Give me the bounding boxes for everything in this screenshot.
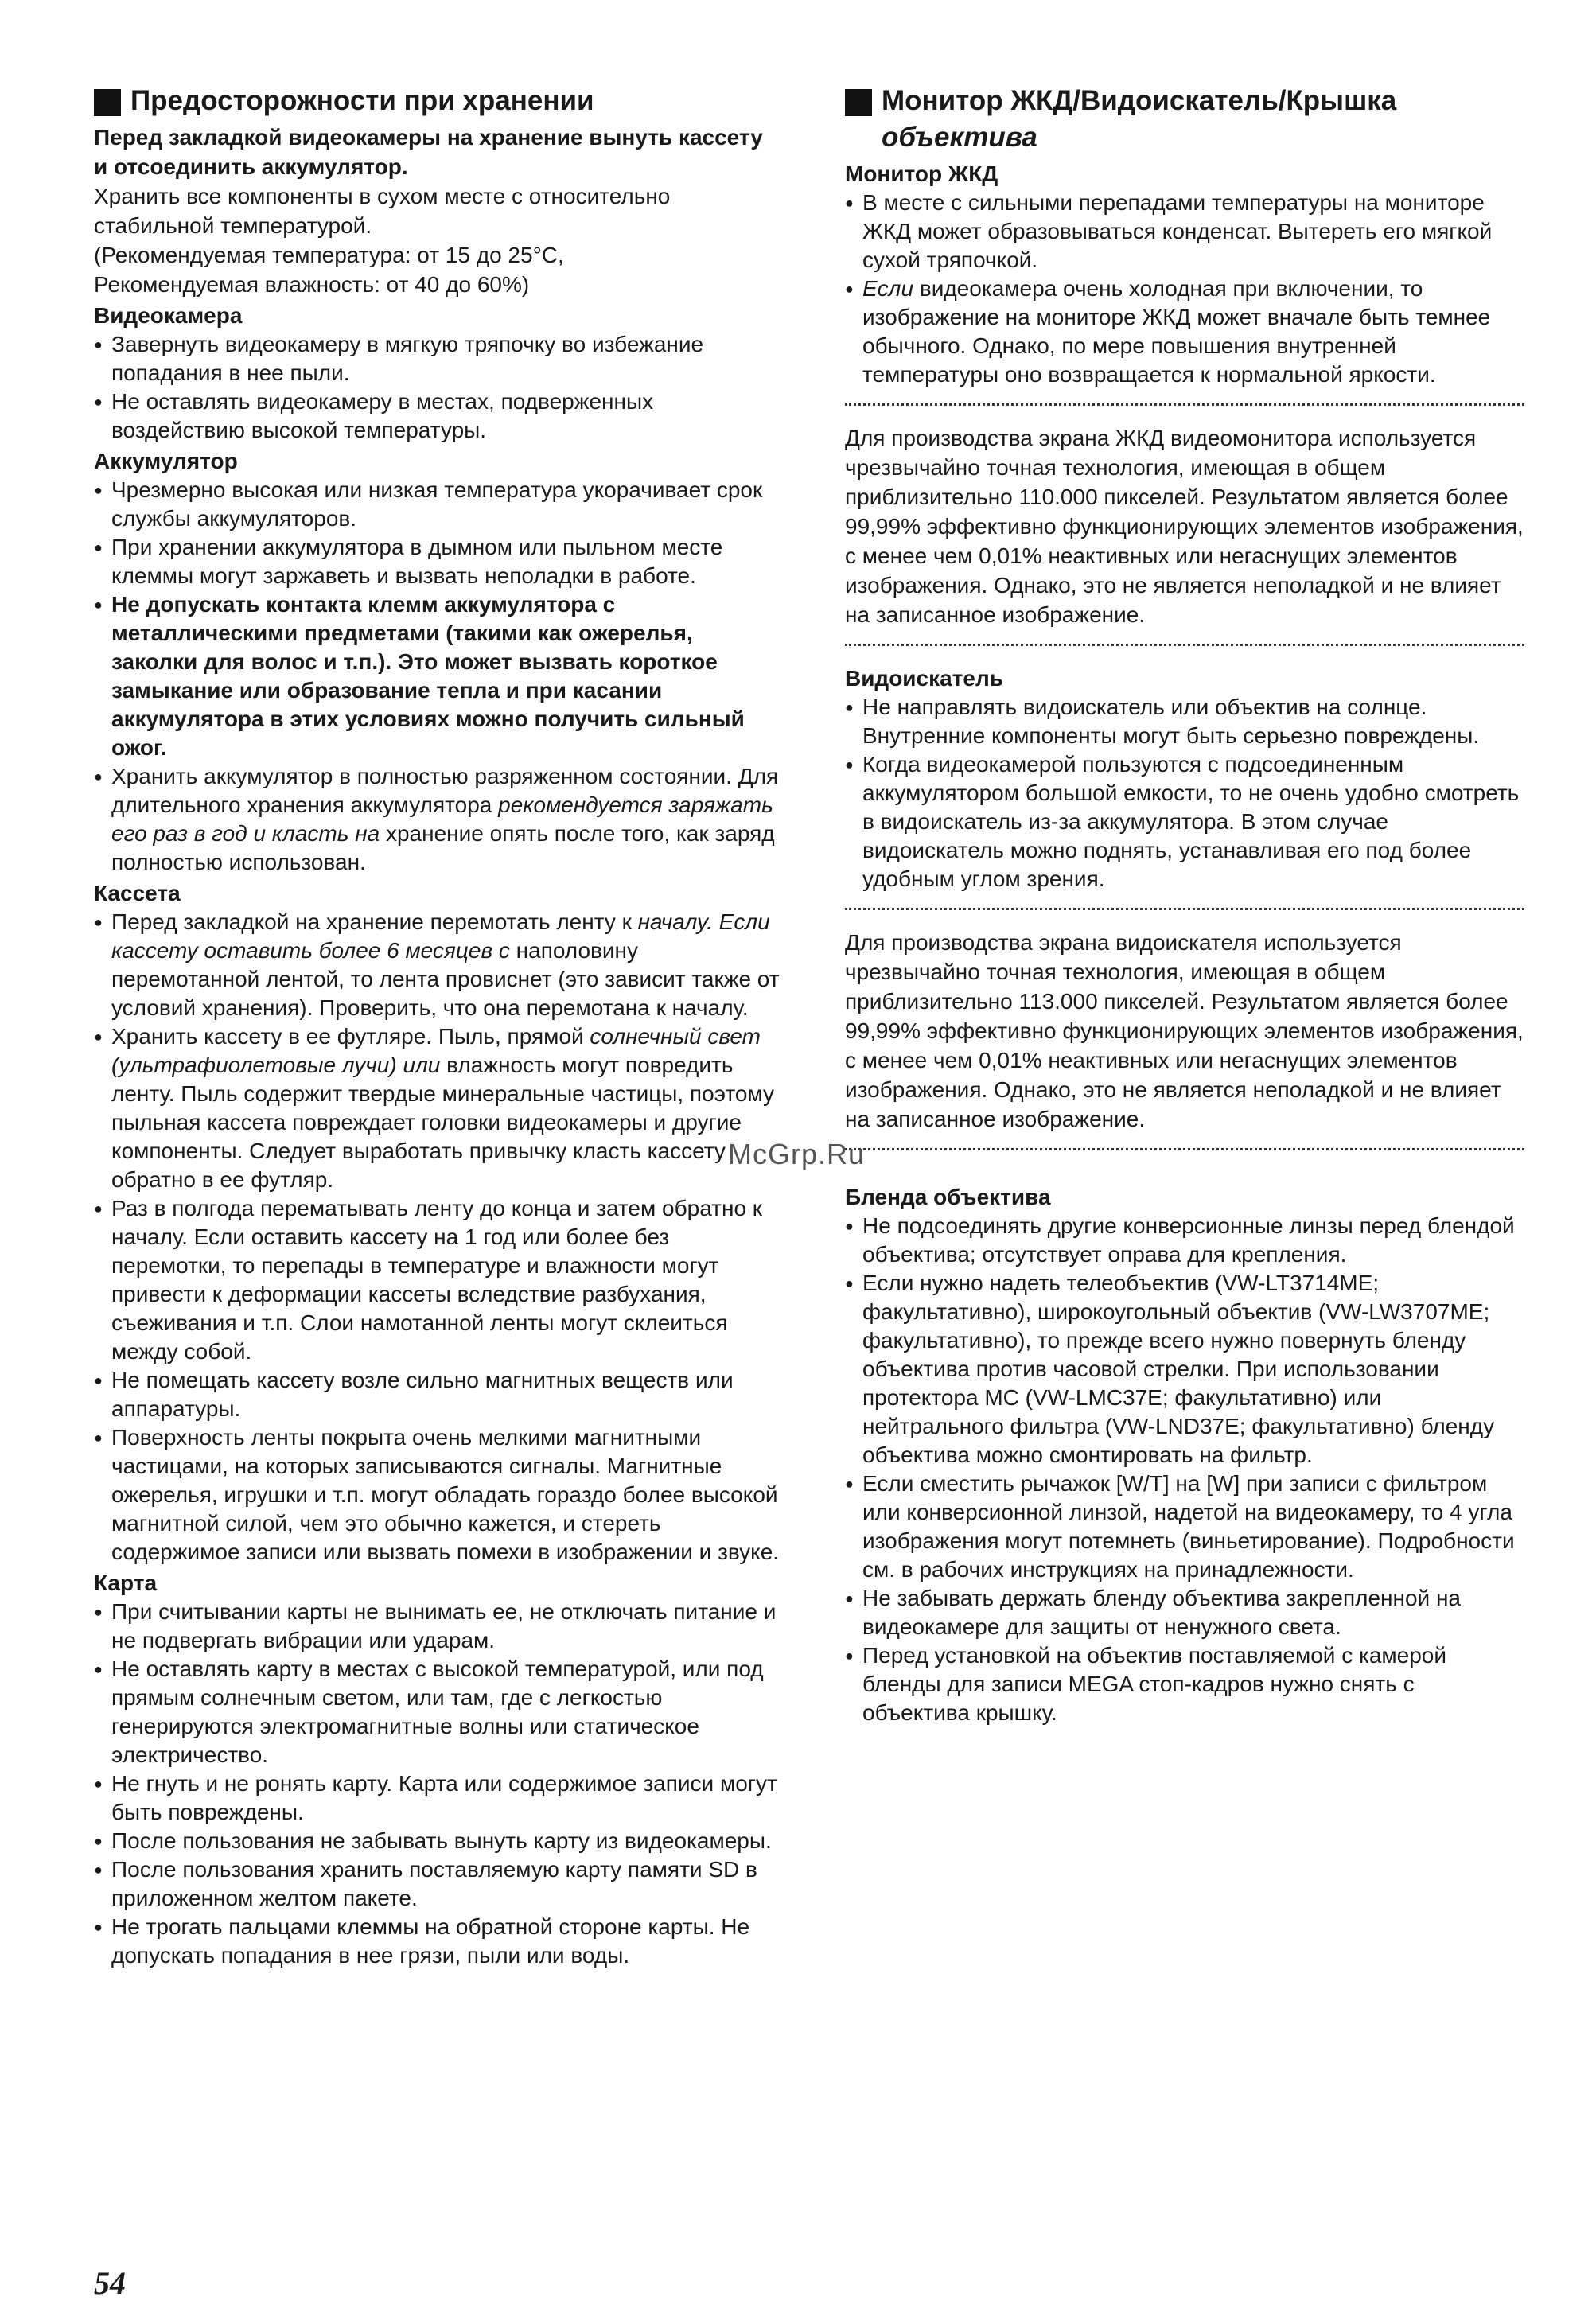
list-item: ● Хранить аккумулятор в полностью разряженном состоянии. Для длительного хранения аккумулятора рекомендуется заряжать его раз в год и класть на хранение опять после того, как заряд полностью использован. bbox=[94, 762, 780, 877]
list-item: ● Не оставлять карту в местах с высокой температурой, или под прямым солнечным светом, или там, где с легкостью генерируются электромагнитные волны или статическое электричество. bbox=[94, 1655, 780, 1769]
storage-lead: Перед закладкой видеокамеры на хранение вынуть кассету и отсоединить аккумулятор. bbox=[94, 125, 763, 179]
list-item: ● Перед закладкой на хранение перемотать ленту к началу. Если кассету оставить более 6 месяцев с наполовину перемотанной лентой, то лента провиснет (это зависит также от условий хранения). Проверить, что она перемотана к началу. bbox=[94, 908, 780, 1022]
list-item: ● Не забывать держать бленду объектива закрепленной на видеокамере для защиты от ненужного света. bbox=[845, 1584, 1524, 1641]
battery-heading: Аккумулятор bbox=[94, 449, 238, 473]
viewfinder-heading: Видоискатель bbox=[845, 666, 1003, 691]
dotted-divider bbox=[845, 644, 1524, 646]
lcd-heading: Монитор ЖКД bbox=[845, 162, 998, 186]
list-item: ● Когда видеокамерой пользуются с подсоединенным аккумулятором большой емкости, то не очень удобно смотреть в видоискатель из-за аккумулятора. В этом случае видоискатель можно поднять, устанавливая его под более удобным углом зрения. bbox=[845, 750, 1524, 893]
viewfinder-pixel-note: Для производства экрана видоискателя используется чрезвычайно точная технология, имеющая в общем приблизительно 113.000 пикселей. Результатом является более 99,99% эффективно функционирующих элементов изображения, с менее чем 0,01% неактивных или негаснущих элементов изображения. Однако, это не является неполадкой и не влияет на записанное изображение. bbox=[845, 930, 1524, 1131]
dotted-divider bbox=[845, 908, 1524, 910]
dotted-divider bbox=[845, 1148, 1524, 1150]
watermark: McGrp.Ru bbox=[728, 1138, 866, 1170]
list-item: ● При хранении аккумулятора в дымном или пыльном месте клеммы могут заржаветь и вызвать неполадки в работе. bbox=[94, 533, 780, 590]
lens-hood-list bbox=[845, 1212, 1524, 1727]
list-item: ● Не направлять видоискатель или объектив на солнце. Внутренние компоненты могут быть серьезно повреждены. bbox=[845, 693, 1524, 750]
list-item: ● Если видеокамера очень холодная при включении, то изображение на мониторе ЖКД может вначале быть темнее обычного. Однако, по мере повышения внутренней температуры оно возвращается к нормальной яркости. bbox=[845, 274, 1524, 389]
section-marker-icon bbox=[845, 89, 872, 116]
lens-hood-heading: Бленда объектива bbox=[845, 1185, 1051, 1209]
list-item: ● Не помещать кассету возле сильно магнитных веществ или аппаратуры. bbox=[94, 1366, 780, 1423]
list-item: ● Поверхность ленты покрыта очень мелкими магнитными частицами, на которых записываются сигналы. Магнитные ожерелья, игрушки и т.п. могут обладать гораздо более высокой магнитной силой, чем это обычно кажется, и стереть содержимое записи или вызвать помехи в изображении и звуке. bbox=[94, 1423, 780, 1567]
list-item: ● Хранить кассету в ее футляре. Пыль, прямой солнечный свет (ультрафиолетовые лучи) или влажность могут повредить ленту. Пыль содержит твердые минеральные частицы, поэтому пыльная кассета повреждает головки видеокамеры и другие компоненты. Следует выработать привычку класть кассету обратно в ее футляр. bbox=[94, 1022, 780, 1194]
list-item: ● Если нужно надеть телеобъектив (VW-LT3714ME; факультативно), широкоугольный объектив (VW-LW3707ME; факультативно), то прежде всего нужно повернуть бленду объектива против часовой стрелки. При использовании протектора MC (VW-LMC37E; факультативно) или нейтрального фильтра (VW-LND37E; факультативно) бленду объектива можно смонтировать на фильтр. bbox=[845, 1269, 1524, 1470]
list-item: ● При считывании карты не вынимать ее, не отключать питание и не подвергать вибрации или ударам. bbox=[94, 1598, 780, 1655]
recommended-humidity: Рекомендуемая влажность: от 40 до 60%) bbox=[94, 272, 530, 297]
storage-paragraph: Хранить все компоненты в сухом месте с относительно стабильной температурой. bbox=[94, 184, 671, 238]
card-list bbox=[94, 1598, 780, 1970]
list-item: ● После пользования хранить поставляемую карту памяти SD в приложенном желтом пакете. bbox=[94, 1855, 780, 1913]
storage-section-title: Предосторожности при хранении bbox=[94, 83, 780, 119]
list-item: ● Если сместить рычажок [W/T] на [W] при записи с фильтром или конверсионной линзой, надетой на видеокамеру, то 4 угла изображения могут потемнеть (виньетирование). Подробности см. в рабочих инструкциях на принадлежности. bbox=[845, 1470, 1524, 1584]
list-item: ● Завернуть видеокамеру в мягкую тряпочку во избежание попадания в нее пыли. bbox=[94, 330, 780, 387]
dotted-divider bbox=[845, 403, 1524, 406]
list-item: ● Чрезмерно высокая или низкая температура укорачивает срок службы аккумуляторов. bbox=[94, 476, 780, 533]
battery-warning-item: ● Не допускать контакта клемм аккумулятора с металлическими предметами (такими как ожерелья, заколки для волос и т.п.). Это может вызвать короткое замыкание или образование тепла и при касании аккумулятора в этих условиях можно получить сильный ожог. bbox=[94, 590, 780, 762]
page-number: 54 bbox=[94, 2265, 126, 2301]
list-item: ● Раз в полгода перематывать ленту до конца и затем обратно к началу. Если оставить кассету на 1 год или более без перемотки, то перепады в температуре и влажности могут привести к деформации кассеты вследствие разбухания, съеживания и т.п. Слои намотанной ленты могут склеиться между собой. bbox=[94, 1194, 780, 1366]
card-heading: Карта bbox=[94, 1571, 158, 1595]
list-item: ● Перед установкой на объектив поставляемой с камерой бленды для записи MEGA стоп-кадров нужно снять с объектива крышку. bbox=[845, 1641, 1524, 1727]
lcd-list bbox=[845, 189, 1524, 389]
camcorder-heading: Видеокамера bbox=[94, 303, 243, 328]
section-marker-icon bbox=[94, 89, 121, 116]
list-item: ● В месте с сильными перепадами температуры на мониторе ЖКД может образовываться конденсат. Вытереть его мягкой сухой тряпочкой. bbox=[845, 189, 1524, 274]
lcd-viewfinder-column bbox=[845, 83, 1524, 1727]
list-item: ● После пользования не забывать вынуть карту из видеокамеры. bbox=[94, 1827, 780, 1855]
camcorder-list bbox=[94, 330, 780, 445]
lcd-pixel-note: Для производства экрана ЖКД видеомонитора используется чрезвычайно точная технология, имеющая в общем приблизительно 110.000 пикселей. Результатом является более 99,99% эффективно функционирующих элементов изображения, с менее чем 0,01% неактивных или негаснущих элементов изображения. Однако, это не является неполадкой и не влияет на записанное изображение. bbox=[845, 426, 1524, 627]
lcd-section-title: Монитор ЖКД/Видоискатель/Крышка объектива bbox=[845, 83, 1524, 156]
list-item: ● Не подсоединять другие конверсионные линзы перед блендой объектива; отсутствует оправа для крепления. bbox=[845, 1212, 1524, 1269]
cassette-list bbox=[94, 908, 780, 1567]
storage-precautions-column bbox=[94, 83, 780, 1970]
list-item: ● Не оставлять видеокамеру в местах, подверженных воздействию высокой температуры. bbox=[94, 387, 780, 445]
viewfinder-list bbox=[845, 693, 1524, 893]
battery-list bbox=[94, 476, 780, 877]
list-item: ● Не гнуть и не ронять карту. Карта или содержимое записи могут быть повреждены. bbox=[94, 1769, 780, 1827]
cassette-heading: Кассета bbox=[94, 881, 181, 905]
recommended-temperature: (Рекомендуемая температура: от 15 до 25°C, bbox=[94, 243, 564, 267]
list-item: ● Не трогать пальцами клеммы на обратной стороне карты. Не допускать попадания в нее грязи, пыли или воды. bbox=[94, 1913, 780, 1970]
